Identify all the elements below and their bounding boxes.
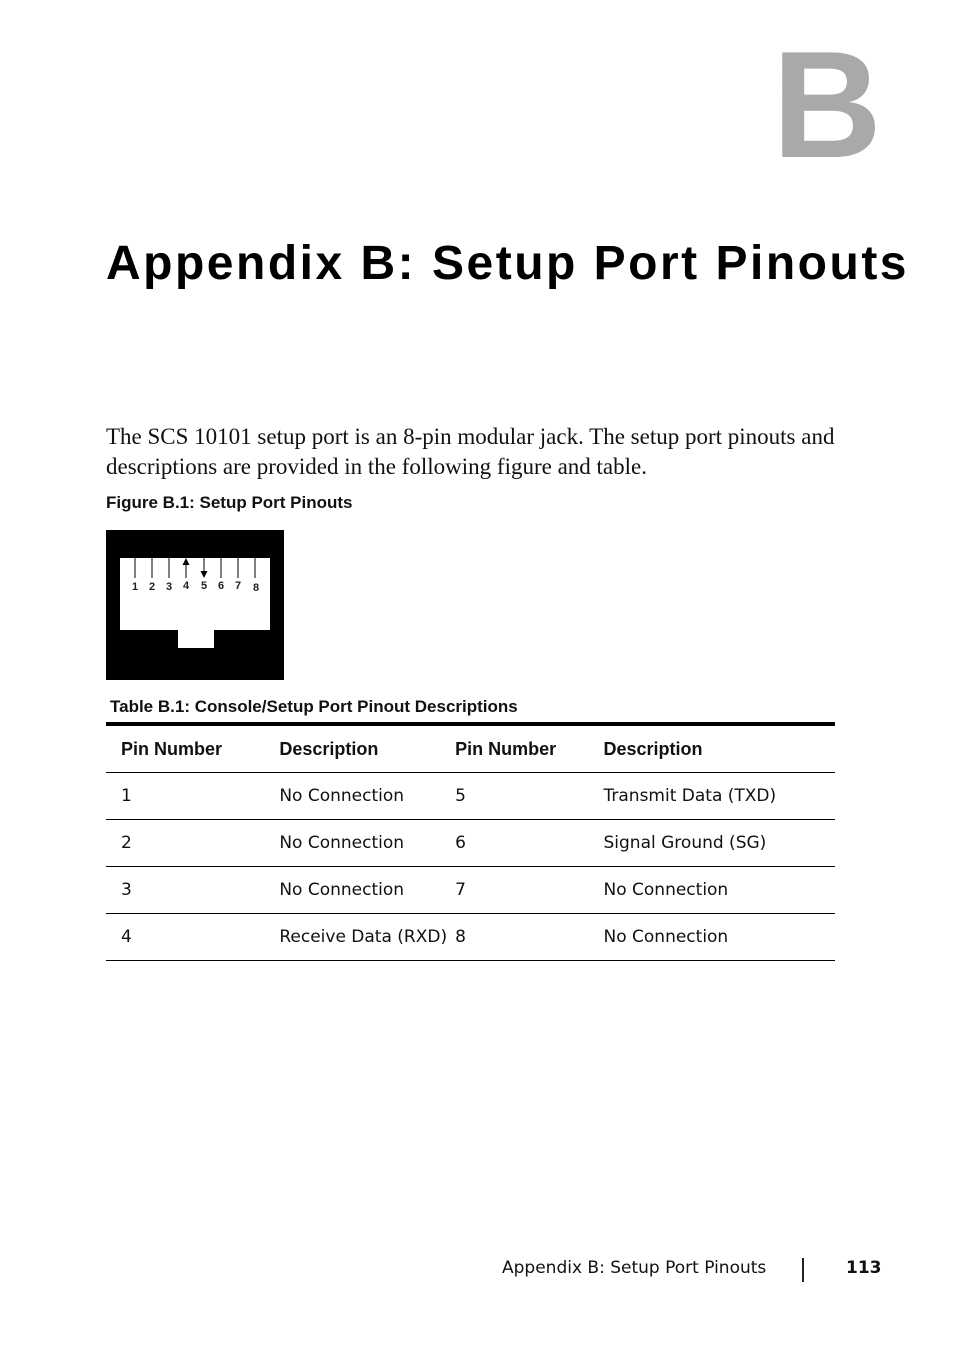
column-header: Pin Number: [106, 724, 264, 773]
setup-port-diagram: [106, 530, 284, 680]
table-cell: 4: [106, 914, 264, 961]
table-row: [106, 773, 835, 820]
pin-label: 6: [217, 580, 225, 592]
pinout-table: [106, 722, 835, 961]
pin-label: 1: [131, 581, 139, 593]
pin-label: 3: [165, 581, 173, 593]
table-cell: No Connection: [596, 914, 836, 961]
pin-label: 5: [200, 580, 208, 592]
figure-caption: Figure B.1: Setup Port Pinouts: [106, 493, 353, 512]
pin-label: 2: [148, 581, 156, 593]
footer-divider: [802, 1258, 804, 1282]
table-cell: 5: [447, 773, 595, 820]
footer-title: Appendix B: Setup Port Pinouts: [502, 1258, 767, 1278]
table-cell: Transmit Data (TXD): [596, 773, 836, 820]
column-header: Description: [596, 724, 836, 773]
table-cell: Receive Data (RXD): [264, 914, 447, 961]
page-number: 113: [846, 1258, 882, 1278]
table-cell: Signal Ground (SG): [596, 820, 836, 867]
table-row: [106, 867, 835, 914]
pin-label: 7: [234, 580, 242, 592]
column-header: Description: [264, 724, 447, 773]
table-caption: Table B.1: Console/Setup Port Pinout Descriptions: [110, 697, 518, 716]
table-cell: 8: [447, 914, 595, 961]
column-header: Pin Number: [447, 724, 595, 773]
table-cell: No Connection: [264, 820, 447, 867]
table-cell: 1: [106, 773, 264, 820]
table-cell: No Connection: [264, 867, 447, 914]
table-cell: 6: [447, 820, 595, 867]
chapter-letter: B: [772, 20, 878, 190]
intro-paragraph: The SCS 10101 setup port is an 8-pin modular jack. The setup port pinouts and descriptions are provided in the following figure and table.: [106, 424, 835, 479]
table-row: [106, 820, 835, 867]
pin-label: 8: [252, 582, 260, 594]
page-title: Appendix B: Setup Port Pinouts: [106, 237, 909, 290]
table-header-row: [106, 724, 835, 773]
table-row: [106, 914, 835, 961]
table-cell: No Connection: [264, 773, 447, 820]
pin-label: 4: [182, 580, 190, 592]
table-cell: 7: [447, 867, 595, 914]
table-cell: No Connection: [596, 867, 836, 914]
table-cell: 2: [106, 820, 264, 867]
table-cell: 3: [106, 867, 264, 914]
